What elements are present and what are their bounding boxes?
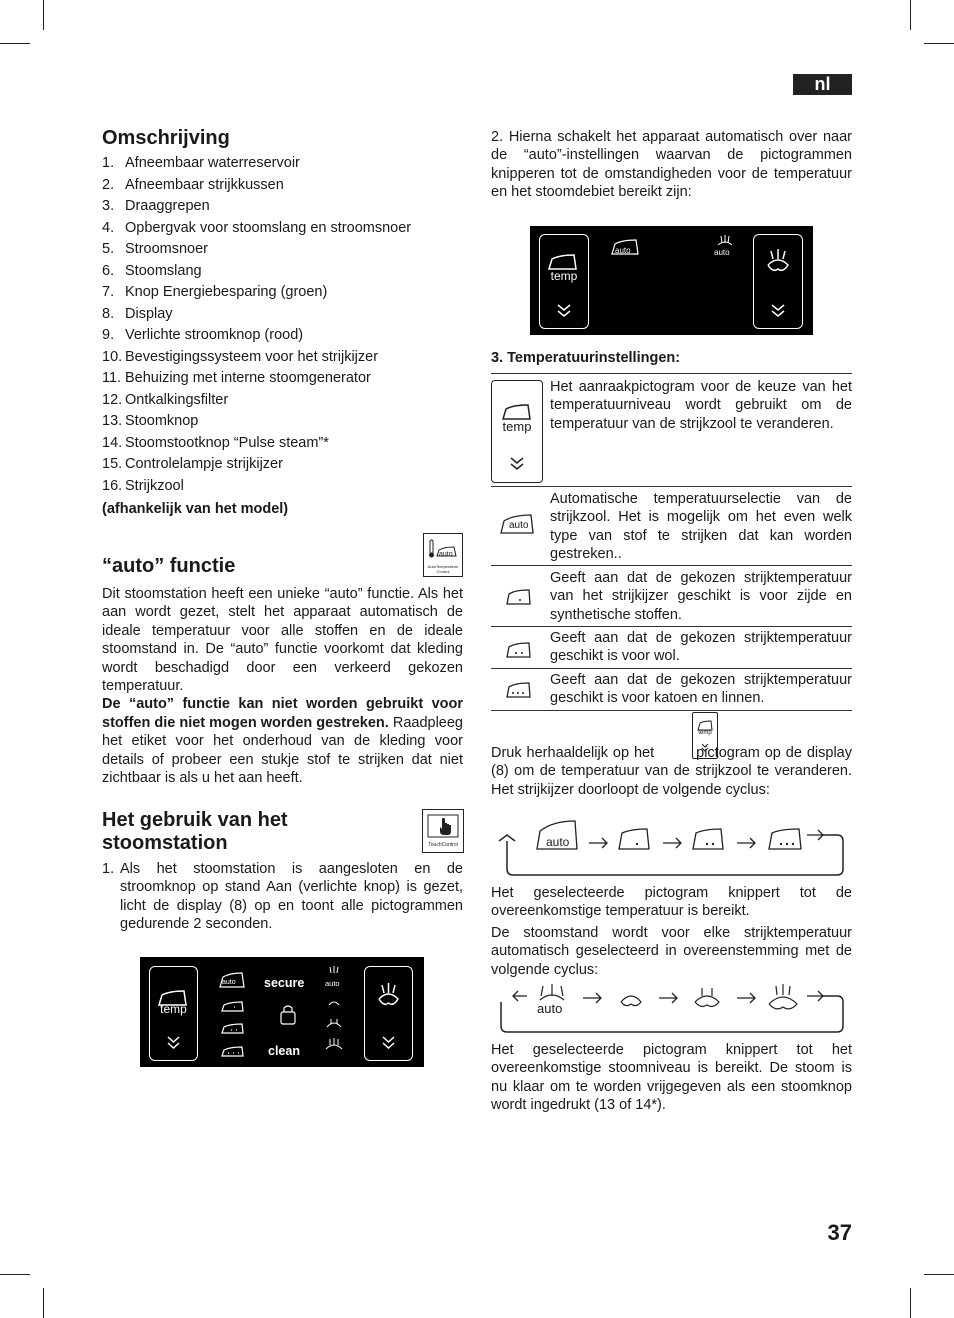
druk-paragraph (491, 744, 852, 799)
temp-label: temp (550, 269, 578, 283)
row-text: Geeft aan dat de gekozen strijktemperatuur geschikt is voor katoen en linnen. (550, 672, 852, 707)
crop-mark (924, 43, 954, 44)
list-item (102, 196, 463, 218)
section-title: Omschrijving (102, 127, 230, 149)
list-text: Opbergvak voor stoomslang en stroomsnoer (125, 219, 412, 236)
chevron-down-icon (492, 454, 542, 474)
description-list (102, 153, 463, 497)
temp-button-icon (491, 380, 543, 483)
clean-label: clean (268, 1044, 300, 1058)
auto-title (102, 555, 402, 578)
gebruik-step-1 (102, 860, 463, 934)
iron-auto-icon (491, 507, 543, 547)
list-number: 8. (102, 305, 115, 322)
list-item (102, 153, 463, 175)
iron-3-dots-icon (491, 677, 543, 705)
list-item (102, 175, 463, 197)
crop-mark (0, 1274, 30, 1275)
list-item (102, 218, 463, 240)
list-text: Verlichte stroomknop (rood) (125, 327, 304, 343)
auto-label: auto (537, 1001, 563, 1016)
steam-levels-icon (322, 963, 346, 1063)
chevron-down-icon (150, 1033, 197, 1053)
auto-label: auto (546, 835, 570, 849)
steam-icon (365, 977, 412, 1017)
list-item (102, 304, 463, 326)
title-line: stoomstation (102, 832, 228, 854)
temp-label: temp (698, 730, 712, 736)
list-item (102, 239, 463, 261)
list-number: 11. (102, 370, 122, 386)
paragraph (102, 695, 463, 787)
list-text: Als het stoomstation is aangesloten en de stroomknop op stand Aan (verlichte knop) is gezet, licht de display (8) op en toont alle pictogrammen gedurende 2 seconden. (120, 861, 463, 933)
text: Druk herhaaldelijk op het (491, 745, 655, 761)
auto-label: auto (615, 246, 631, 255)
row-text: Automatische temperatuurselectie van de strijkzool. Het is mogelijk om het even welk type van stof te strijken dat kan worden gestreken.. (550, 491, 852, 563)
list-text: Knop Energiebesparing (groen) (125, 284, 328, 300)
list-item (102, 476, 463, 498)
step-2-paragraph: 2. Hierna schakelt het apparaat automatisch over naar de “auto”-instellingen waarvan de pictogrammen knipperen tot de omstandigheden voor de temperatuur en het stoomdebiet bereikt zijn: (491, 129, 852, 201)
table-row (491, 373, 852, 487)
row-text: Geeft aan dat de gekozen strijktemperatuur geschikt is voor wol. (550, 630, 852, 665)
auto-steam-label: auto (325, 979, 340, 988)
list-number: 6. (102, 262, 115, 279)
auto-temperature-control-icon (423, 533, 463, 577)
list-text: Afneembaar waterreservoir (125, 155, 300, 171)
temp-button (539, 234, 589, 329)
list-item (102, 261, 463, 283)
list-text: Afneembaar strijkkussen (125, 176, 284, 193)
steam-paragraph: De stoomstand wordt voor elke strijktemperatuur automatisch geselecteerd in overeenstemming met de volgende cyclus: (491, 925, 852, 978)
auto-label: auto (509, 520, 529, 531)
temp-label: temp (160, 1002, 187, 1016)
secure-label: secure (264, 976, 305, 990)
list-number: 4. (102, 219, 115, 236)
list-number: 1. (102, 155, 115, 171)
temperature-settings-title: 3. Temperatuurinstellingen: (491, 350, 681, 366)
auto-label: auto (222, 979, 236, 986)
auto-steam-label: auto (714, 248, 730, 257)
list-text: Bevestigingssysteem voor het strijkijzer (125, 348, 379, 365)
model-note: (afhankelijk van het model) (102, 501, 289, 517)
temperature-table (491, 373, 852, 709)
icon-caption: AutoTemperature Control (427, 564, 459, 574)
list-number: 10. (102, 348, 123, 365)
omschrijving-section (102, 127, 463, 518)
icon-label: auto (439, 551, 453, 558)
list-text: Display (125, 305, 173, 322)
table-row (491, 668, 852, 711)
list-text: Stoomstootknop “Pulse steam”* (125, 434, 329, 451)
list-item (102, 368, 463, 390)
list-item (102, 325, 463, 347)
bold-text: De “auto” functie kan niet worden gebruikt voor stoffen die niet mogen worden gestreken. (102, 696, 463, 731)
list-text: Draaggrepen (125, 198, 210, 214)
list-text: Stroomsnoer (125, 241, 209, 257)
list-text: Strijkzool (125, 477, 184, 494)
steam-cycle-diagram (497, 980, 847, 1036)
list-text: Stoomknop (125, 413, 199, 429)
paragraph: Dit stoomstation heeft een unieke “auto” functie. Als het aan wordt gezet, stelt het apparaat automatisch de ideale temperatuur voor alle stoffen en de ideale stoomstand in. De “auto” functie voorkomt dat kleding wordt beschadigd door een verkeerd gekozen temperatuur. (102, 586, 463, 695)
language-badge: nl (793, 74, 852, 95)
icon-caption: TouchControl (428, 842, 458, 848)
list-number: 12. (102, 391, 123, 408)
touch-control-icon (422, 809, 464, 853)
page-number: 37 (827, 1220, 852, 1245)
chevron-down-icon (540, 301, 588, 321)
selected-paragraph: Het geselecteerde pictogram knippert tot de overeenkomstige temperatuur is bereikt. (491, 885, 852, 920)
final-paragraph: Het geselecteerde pictogram knippert tot het overeenkomstige stoomniveau is bereikt. De stoom is nu klaar om te worden vrijgegeven als een stoomknop wordt ingedrukt (13 of 14*). (491, 1042, 852, 1114)
table-row (491, 626, 852, 669)
crop-mark (43, 1288, 44, 1318)
text: pictogram op de display (8) om de temperatuur van de strijkzool te veranderen. Het strijkijzer doorloopt de volgende cyclus: (491, 745, 852, 798)
crop-mark (43, 0, 44, 30)
section-title: “auto” functie (102, 555, 236, 577)
list-text: Behuizing met interne stoomgenerator (125, 370, 371, 386)
table-row (491, 565, 852, 627)
list-item (102, 433, 463, 455)
steam-button (753, 234, 803, 329)
list-text: Stoomslang (125, 262, 202, 279)
crop-mark (924, 1274, 954, 1275)
list-number: 16. (102, 477, 123, 494)
iron-2-dots-icon (491, 637, 543, 665)
list-number: 15. (102, 456, 123, 472)
iron-1-dot-icon (491, 584, 543, 614)
list-number: 1. (102, 861, 115, 877)
list-item (102, 282, 463, 304)
crop-mark (0, 43, 30, 44)
display-auto-mode (530, 226, 813, 335)
steam-icon (754, 243, 802, 283)
steam-button (364, 966, 413, 1061)
table-row (491, 486, 852, 566)
list-number: 13. (102, 413, 123, 429)
chevron-down-icon (754, 301, 802, 321)
crop-mark (910, 1288, 911, 1318)
display-all-icons (140, 957, 424, 1067)
temp-button (149, 966, 198, 1061)
list-number: 5. (102, 241, 115, 257)
list-item (102, 390, 463, 412)
list-number: 7. (102, 284, 115, 300)
text: Raadpleeg het etiket voor het onderhoud van de kleding voor details of probeer een stukje stof te strijken dat niet zichtbaar is als u het aan heeft. (102, 714, 463, 787)
list-item (102, 347, 463, 369)
lock-icon (278, 1002, 298, 1026)
list-text: Controlelampje strijkijzer (125, 456, 283, 472)
chevron-down-icon (365, 1033, 412, 1053)
row-text: Het aanraakpictogram voor de keuze van het temperatuurniveau wordt gebruikt om de temperatuur van de strijkzool te veranderen. (550, 379, 852, 432)
row-text: Geeft aan dat de gekozen strijktemperatuur van het strijkijzer geschikt is voor zijde en synthetische stoffen. (550, 570, 852, 623)
temp-label: temp (502, 419, 532, 434)
list-item (102, 454, 463, 476)
list-number: 9. (102, 327, 115, 343)
list-number: 3. (102, 198, 115, 214)
list-item (102, 411, 463, 433)
title-line: Het gebruik van het (102, 809, 288, 831)
iron-levels-icon (218, 963, 258, 1063)
gebruik-title (102, 809, 402, 855)
list-number: 2. (102, 176, 115, 193)
auto-description (102, 585, 463, 787)
list-text: Ontkalkingsfilter (125, 391, 229, 408)
crop-mark (910, 0, 911, 30)
list-number: 14. (102, 434, 123, 451)
temperature-cycle-diagram (497, 817, 847, 879)
